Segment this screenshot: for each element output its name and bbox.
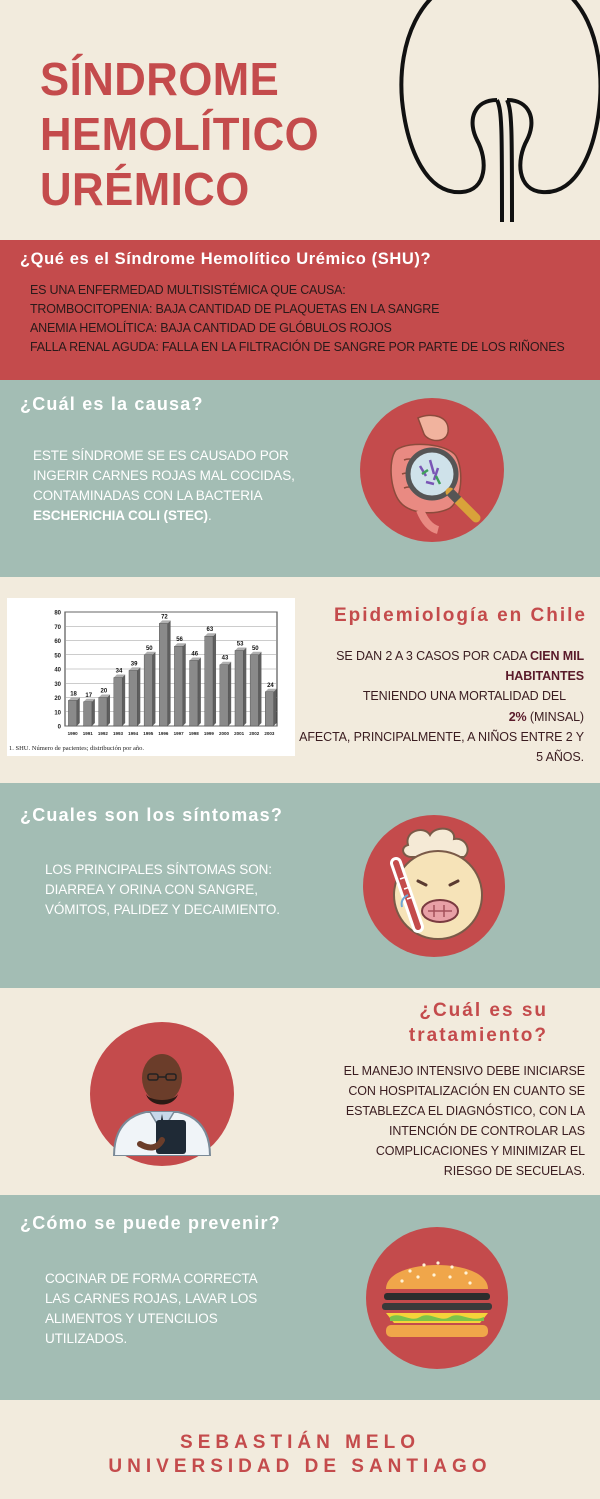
x-tick-label: 1999 xyxy=(203,731,214,736)
bar-value-label: 56 xyxy=(176,637,183,644)
bar xyxy=(220,665,228,726)
x-tick-label: 2001 xyxy=(234,731,245,736)
x-tick-label: 1992 xyxy=(97,731,108,736)
epi-line-4 xyxy=(509,708,584,727)
bar-value-label: 72 xyxy=(161,614,168,621)
bar-side xyxy=(213,633,216,726)
epi-line-1 xyxy=(336,647,584,666)
title-line-3: URÉMICO xyxy=(40,163,250,215)
bar xyxy=(68,700,76,726)
epi-line-4-end: (MINSAL) xyxy=(526,710,584,724)
bacteria-name: ESCHERICHIA COLI (STEC) xyxy=(33,508,208,523)
what-item-1: ES UNA ENFERMEDAD MULTISISTÉMICA QUE CAUSA: xyxy=(30,283,346,297)
bar-side xyxy=(198,657,201,726)
doctor-icon xyxy=(100,1032,224,1156)
bar-side xyxy=(274,689,277,726)
bar xyxy=(190,660,198,726)
x-tick-label: 1994 xyxy=(128,731,139,736)
cause-section xyxy=(0,380,600,577)
y-tick-label: 20 xyxy=(54,696,61,702)
cause-line-4 xyxy=(33,506,212,525)
bar-side xyxy=(243,647,246,726)
treatment-section xyxy=(0,988,600,1195)
title-line-1: SÍNDROME xyxy=(40,53,280,105)
bar xyxy=(265,692,273,726)
y-tick-label: 60 xyxy=(54,639,61,645)
bar-value-label: 39 xyxy=(130,661,138,668)
sick-face-thermometer-icon xyxy=(378,823,494,947)
what-item-2: TROMBOCITOPENIA: BAJA CANTIDAD DE PLAQUETAS EN LA SANGRE xyxy=(30,302,440,316)
bar-side xyxy=(168,620,171,726)
bar-side xyxy=(122,675,125,726)
university-name: UNIVERSIDAD DE SANTIAGO xyxy=(108,1456,492,1477)
cause-heading: ¿Cuál es la causa? xyxy=(20,394,204,414)
bar-side xyxy=(107,695,110,727)
mortality-percent: 2% xyxy=(508,710,527,724)
epi-line-2: HABITANTES xyxy=(505,669,584,683)
treatment-line-5: COMPLICACIONES Y MINIMIZAR EL xyxy=(375,1144,585,1158)
bar-side xyxy=(258,652,261,726)
kidneys-icon xyxy=(392,0,600,225)
bar-side xyxy=(77,697,80,726)
bar xyxy=(84,702,92,726)
treatment-line-4: INTENCIÓN DE CONTROLAR LAS xyxy=(388,1124,585,1138)
cause-line-4-end: . xyxy=(207,508,212,523)
bar-value-label: 50 xyxy=(145,645,153,652)
prevent-line-1: COCINAR DE FORMA CORRECTA xyxy=(45,1271,258,1286)
x-tick-label: 1991 xyxy=(82,731,93,736)
x-tick-label: 1996 xyxy=(158,731,169,736)
prevent-heading: ¿Cómo se puede prevenir? xyxy=(20,1213,281,1233)
prevent-section xyxy=(0,1195,600,1400)
bar xyxy=(205,636,213,726)
x-tick-label: 2003 xyxy=(264,731,275,736)
bar xyxy=(235,650,243,726)
x-tick-label: 1998 xyxy=(188,731,199,736)
what-section xyxy=(0,240,600,380)
prevent-line-2: LAS CARNES ROJAS, LAVAR LOS xyxy=(45,1291,258,1306)
epi-line-1-bold: CIEN MIL xyxy=(529,649,584,663)
cause-line-2: INGERIR CARNES ROJAS MAL COCIDAS, xyxy=(33,468,295,483)
cause-line-1: ESTE SÍNDROME SE ES CAUSADO POR xyxy=(33,448,289,463)
bar xyxy=(129,670,137,726)
bar-value-label: 17 xyxy=(85,692,93,699)
treatment-line-1: EL MANEJO INTENSIVO DEBE INICIARSE xyxy=(343,1064,585,1078)
what-item-4: FALLA RENAL AGUDA: FALLA EN LA FILTRACIÓN DE SANGRE POR PARTE DE LOS RIÑONES xyxy=(30,340,565,354)
bar xyxy=(250,655,258,726)
y-tick-label: 40 xyxy=(54,667,61,674)
y-tick-label: 10 xyxy=(54,710,61,717)
bar-chart-svg xyxy=(7,598,295,756)
x-tick-label: 1997 xyxy=(173,731,184,736)
symptoms-line-1: LOS PRINCIPALES SÍNTOMAS SON: xyxy=(45,862,272,877)
epi-line-1-text: SE DAN 2 A 3 CASOS POR CADA xyxy=(336,649,530,663)
bar xyxy=(144,655,152,726)
bar-value-label: 20 xyxy=(100,688,108,695)
symptoms-heading: ¿Cuales son los síntomas? xyxy=(20,805,284,825)
epi-line-5: AFECTA, PRINCIPALMENTE, A NIÑOS ENTRE 2 Y xyxy=(299,730,584,744)
bar-value-label: 43 xyxy=(221,655,229,662)
bar-side xyxy=(228,662,231,726)
cause-line-3: CONTAMINADAS CON LA BACTERIA xyxy=(33,488,263,503)
x-tick-label: 1993 xyxy=(112,731,124,736)
chart-caption: 1. SHU. Número de pacientes; distribución por año. xyxy=(9,745,145,752)
bar-value-label: 46 xyxy=(191,651,199,658)
bar-value-label: 18 xyxy=(70,691,77,698)
bar-side xyxy=(183,643,186,726)
symptoms-section xyxy=(0,783,600,988)
title-section xyxy=(0,0,600,240)
treatment-heading-line-1: ¿Cuál es su xyxy=(419,1000,548,1021)
x-tick-label: 2000 xyxy=(218,731,230,736)
bar-chart xyxy=(7,598,295,756)
y-tick-label: 30 xyxy=(54,681,61,688)
bar-value-label: 34 xyxy=(115,668,123,675)
bar-value-label: 63 xyxy=(206,627,214,634)
bar-side xyxy=(152,652,155,726)
what-item-3: ANEMIA HEMOLÍTICA: BAJA CANTIDAD DE GLÓBULOS ROJOS xyxy=(30,321,392,335)
bar-value-label: 50 xyxy=(251,645,259,652)
y-tick-label: 80 xyxy=(54,610,61,617)
bar-value-label: 24 xyxy=(267,682,274,689)
treatment-line-2: CON HOSPITALIZACIÓN EN CUANTO SE xyxy=(348,1084,585,1098)
title-line-2: HEMOLÍTICO xyxy=(40,108,320,160)
treatment-line-3: ESTABLEZCA EL DIAGNÓSTICO, CON LA xyxy=(345,1104,585,1118)
footer-section xyxy=(0,1400,600,1499)
symptoms-line-3: VÓMITOS, PALIDEZ Y DECAIMIENTO. xyxy=(45,902,280,917)
intestine-magnifier-icon xyxy=(380,410,490,535)
epi-heading: Epidemiología en Chile xyxy=(333,605,587,626)
bar xyxy=(174,646,182,726)
bar xyxy=(159,623,167,726)
bar xyxy=(114,678,122,726)
bar-side xyxy=(137,667,140,726)
bar-value-label: 53 xyxy=(236,641,244,648)
hamburger-icon xyxy=(380,1245,494,1345)
prevent-line-3: ALIMENTOS Y UTENCILIOS xyxy=(45,1311,218,1326)
x-tick-label: 1990 xyxy=(67,731,78,736)
y-tick-label: 0 xyxy=(57,724,61,731)
what-heading: ¿Qué es el Síndrome Hemolítico Urémico (SHU)? xyxy=(20,250,432,268)
y-tick-label: 70 xyxy=(54,624,61,631)
symptoms-line-2: DIARREA Y ORINA CON SANGRE, xyxy=(45,882,258,897)
prevent-line-4: UTILIZADOS. xyxy=(45,1331,128,1346)
author-name: SEBASTIÁN MELO xyxy=(180,1432,420,1453)
y-tick-label: 50 xyxy=(54,653,61,660)
x-tick-label: 1995 xyxy=(143,731,154,736)
bar-side xyxy=(92,699,95,726)
epi-line-3: TENIENDO UNA MORTALIDAD DEL xyxy=(362,689,566,703)
x-tick-label: 2002 xyxy=(249,731,260,736)
bar xyxy=(99,698,107,727)
epi-line-6: 5 AÑOS. xyxy=(536,750,584,764)
treatment-line-6: RIESGO DE SECUELAS. xyxy=(443,1164,585,1178)
treatment-heading-line-2: tratamiento? xyxy=(408,1025,548,1046)
